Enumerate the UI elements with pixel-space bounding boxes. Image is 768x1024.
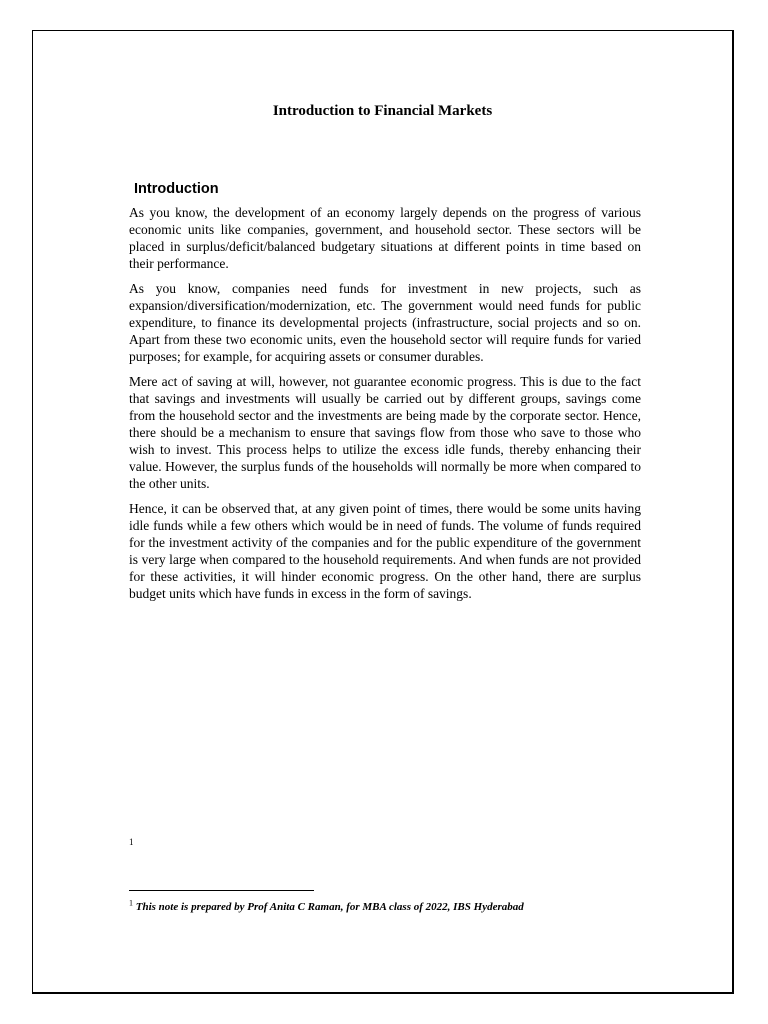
document-body <box>129 204 641 610</box>
footnote-text: This note is prepared by Prof Anita C Raman, for MBA class of 2022, IBS Hyderabad <box>135 901 524 913</box>
document-title: Introduction to Financial Markets <box>272 103 493 119</box>
footnote-divider <box>129 890 314 891</box>
footnote-marker: 1 <box>129 837 134 847</box>
paragraph: As you know, the development of an economy largely depends on the progress of various economic units like companies, government, and household sector. These sectors will be placed in surplus/deficit/balanced budgetary situations at different points in time based on their performance. <box>129 205 641 271</box>
footnote-number: 1 <box>129 898 133 908</box>
paragraph: Mere act of saving at will, however, not guarantee economic progress. This is due to the fact that savings and investments will usually be carried out by different groups, savings come from the household sector and the investments are being made by the corporate sector. Hence, there should be a mechanism to ensure that savings flow from those who save to those who wish to invest. This process helps to utilize the excess idle funds, thereby enhancing their value. However, the surplus funds of the households will normally be more when compared to the other units. <box>129 374 641 491</box>
footnote <box>129 898 524 913</box>
paragraph: Hence, it can be observed that, at any given point of times, there would be some units having idle funds while a few others which would be in need of funds. The volume of funds required for the investment activity of the companies and for the public expenditure of the government is very large when compared to the household requirements. And when funds are not provided for these activities, it will hinder economic progress. On the other hand, there are surplus budget units which have funds in excess in the form of savings. <box>129 501 641 601</box>
section-heading: Introduction <box>134 181 219 197</box>
paragraph: As you know, companies need funds for investment in new projects, such as expansion/diversification/modernization, etc. The government would need funds for public expenditure, to finance its developmental projects (infrastructure, social projects and so on. Apart from these two economic units, even the household sector will require funds for varied purposes; for example, for acquiring assets or consumer durables. <box>129 281 641 364</box>
document-page <box>32 30 734 994</box>
